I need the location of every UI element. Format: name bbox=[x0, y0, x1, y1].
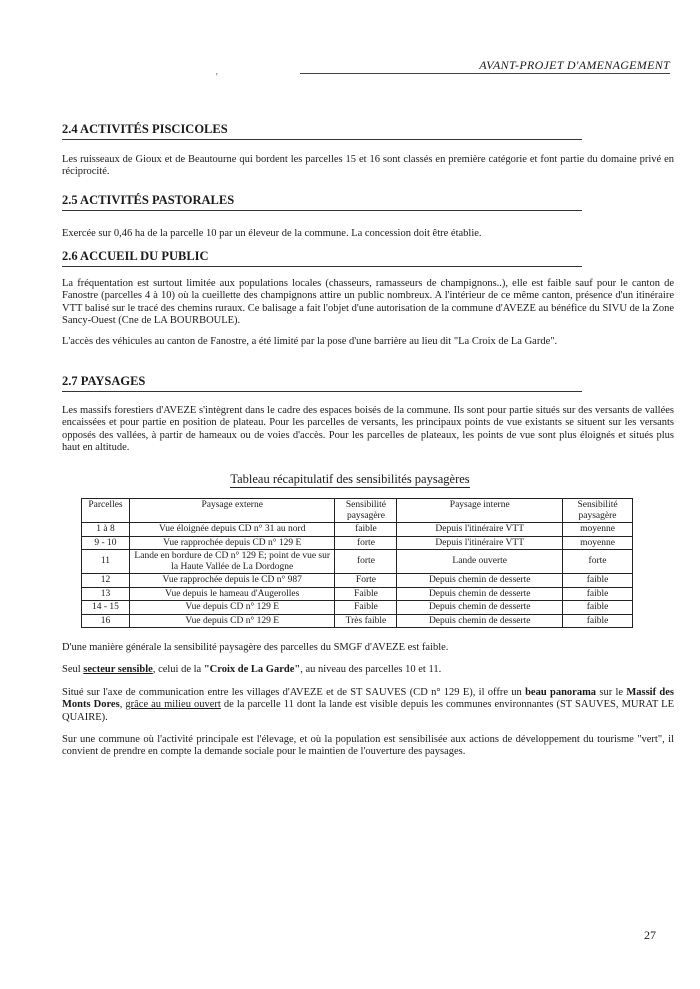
table-cell: forte bbox=[335, 550, 397, 574]
section-2-6-text bbox=[62, 278, 674, 348]
table-cell: 16 bbox=[82, 614, 130, 628]
header-cell: Paysage externe bbox=[129, 499, 335, 523]
emphasis-milieu-ouvert: grâce au milieu ouvert bbox=[125, 699, 221, 711]
section-title: 2.4 ACTIVITÉS PISCICOLES bbox=[62, 122, 228, 136]
table-cell: 12 bbox=[82, 574, 130, 588]
table-cell: Lande en bordure de CD n° 129 E; point de vue sur la Haute Vallée de La Dordogne bbox=[129, 550, 335, 574]
table-cell: Vue depuis CD n° 129 E bbox=[129, 614, 335, 628]
header-rule bbox=[300, 73, 670, 74]
table-cell: Depuis chemin de desserte bbox=[397, 587, 563, 601]
table-row bbox=[82, 601, 633, 615]
table-cell: faible bbox=[563, 574, 633, 588]
table-cell: faible bbox=[563, 587, 633, 601]
section-2-7-text bbox=[62, 405, 674, 455]
table-row bbox=[82, 587, 633, 601]
emphasis-secteur-sensible: secteur sensible bbox=[83, 664, 153, 676]
text-run: , bbox=[119, 699, 126, 711]
scan-mark: ’ bbox=[215, 72, 219, 83]
emphasis-beau-panorama: beau panorama bbox=[525, 686, 597, 698]
emphasis-massif-monts-dores: Massif des Monts Dores bbox=[62, 686, 674, 711]
section-rule bbox=[62, 391, 582, 392]
table-cell: Vue depuis CD n° 129 E bbox=[129, 601, 335, 615]
table-caption-text: Tableau récapitulatif des sensibilités paysagères bbox=[230, 472, 470, 486]
text-run: Situé sur l'axe de communication entre les villages d'AVEZE et de ST SAUVES (CD n° 129 E), il offre un bbox=[62, 686, 526, 698]
paragraph: Exercée sur 0,46 ha de la parcelle 10 par un éleveur de la commune. La concession doit être établie. bbox=[62, 228, 482, 239]
section-2-5-text bbox=[62, 228, 674, 240]
section-2-7-heading bbox=[62, 374, 582, 392]
conclusions bbox=[62, 642, 674, 759]
table-row bbox=[82, 614, 633, 628]
header-cell: Parcelles bbox=[82, 499, 130, 523]
table-cell: moyenne bbox=[563, 536, 633, 550]
paragraph bbox=[62, 664, 674, 676]
table-cell: faible bbox=[335, 523, 397, 537]
table-row bbox=[82, 536, 633, 550]
section-2-4-heading bbox=[62, 122, 582, 140]
table-row bbox=[82, 550, 633, 574]
header-cell: Sensibilité paysagère bbox=[335, 499, 397, 523]
table-cell: Faible bbox=[335, 587, 397, 601]
table-cell: Très faible bbox=[335, 614, 397, 628]
table-cell: Vue éloignée depuis CD n° 31 au nord bbox=[129, 523, 335, 537]
table-row bbox=[82, 523, 633, 537]
section-title: 2.5 ACTIVITÉS PASTORALES bbox=[62, 193, 235, 207]
header-cell: Sensibilité paysagère bbox=[563, 499, 633, 523]
text-run: , au niveau des parcelles 10 et 11. bbox=[300, 664, 442, 676]
table-caption bbox=[0, 472, 700, 487]
table-cell: faible bbox=[563, 614, 633, 628]
table-cell: Depuis chemin de desserte bbox=[397, 574, 563, 588]
table-cell: Depuis chemin de desserte bbox=[397, 614, 563, 628]
text-run: de la parcelle 11 dont la lande est visible depuis les communes environnantes (ST SAUVES, MURAT LE QUAIRE). bbox=[62, 699, 675, 723]
table-cell: Forte bbox=[335, 574, 397, 588]
table-cell: 14 - 15 bbox=[82, 601, 130, 615]
section-rule bbox=[62, 266, 582, 267]
section-rule bbox=[62, 139, 582, 140]
paragraph: L'accès des véhicules au canton de Fanostre, a été limité par la pose d'une barrière au lieu dit "La Croix de La Garde". bbox=[62, 335, 558, 347]
paragraph: Les massifs forestiers d'AVEZE s'intègrent dans le cadre des espaces boisés de la commune. Ils sont pour partie situés sur des versants de vallées encaissées et pour partie en position de plateau. Pour les parcelles de versants, les principaux points de vue existants se situent sur les versants opposés des vallées, à partir de hameaux ou de voies d'accès. Pour les parcelles de plateaux, les points de vue sont plus éloignés et situés plus haut en altitude. bbox=[62, 405, 674, 454]
header-cell: Paysage interne bbox=[397, 499, 563, 523]
section-title: 2.7 PAYSAGES bbox=[62, 374, 146, 388]
table-cell: Vue depuis le hameau d'Augerolles bbox=[129, 587, 335, 601]
paragraph bbox=[62, 687, 674, 724]
table-cell: Depuis l'itinéraire VTT bbox=[397, 523, 563, 537]
section-title: 2.6 ACCUEIL DU PUBLIC bbox=[62, 249, 209, 263]
section-rule bbox=[62, 210, 582, 211]
emphasis-croix-de-la-garde: "Croix de La Garde" bbox=[203, 664, 301, 676]
running-header: AVANT-PROJET D'AMENAGEMENT bbox=[479, 58, 670, 72]
table-cell: Faible bbox=[335, 601, 397, 615]
paragraph: La fréquentation est surtout limitée aux populations locales (chasseurs, ramasseurs de champignons..), elle est faible sauf pour le canton de Fanostre (parcelles 4 à 10) où la cueillette des champignons attire un public nombreux. A l'intérieur de ce même canton, présence d'un itinéraire VTT balisé sur le tracé des chemins ruraux. Ce balisage a fait l'objet d'une autorisation de la commune d'AVEZE au bénéfice du SIVU de la Zone Sancy-Ouest (Cne de LA BOURBOULE). bbox=[62, 278, 674, 327]
table-cell: Depuis chemin de desserte bbox=[397, 601, 563, 615]
table-cell: forte bbox=[563, 550, 633, 574]
table-row bbox=[82, 574, 633, 588]
table-cell: moyenne bbox=[563, 523, 633, 537]
table-cell: faible bbox=[563, 601, 633, 615]
table-cell: 13 bbox=[82, 587, 130, 601]
table-cell: Depuis l'itinéraire VTT bbox=[397, 536, 563, 550]
paragraph: Les ruisseaux de Gioux et de Beautourne qui bordent les parcelles 15 et 16 sont classés en première catégorie et font partie du domaine privé en réciprocité. bbox=[62, 154, 674, 178]
section-2-4-text bbox=[62, 154, 674, 179]
text-run: sur le bbox=[596, 686, 627, 698]
table-cell: Lande ouverte bbox=[397, 550, 563, 574]
table-cell: 11 bbox=[82, 550, 130, 574]
paragraph: Sur une commune où l'activité principale est l'élevage, et où la population est sensibilisée aux actions de développement du tourisme "vert", il convient de prendre en compte la demande sociale pour le maintien de l'ouverture des paysages. bbox=[62, 734, 674, 758]
table-cell: 1 à 8 bbox=[82, 523, 130, 537]
table-cell: Vue rapprochée depuis le CD n° 987 bbox=[129, 574, 335, 588]
table-cell: Vue rapprochée depuis CD n° 129 E bbox=[129, 536, 335, 550]
paragraph: D'une manière générale la sensibilité paysagère des parcelles du SMGF d'AVEZE est faible. bbox=[62, 642, 449, 653]
text-run: Seul bbox=[62, 664, 84, 676]
section-2-6-heading bbox=[62, 249, 582, 267]
sensitivity-table bbox=[81, 498, 633, 628]
page-number: 27 bbox=[644, 928, 656, 942]
section-2-5-heading bbox=[62, 193, 582, 211]
text-run: , celui de la bbox=[152, 664, 204, 676]
table-cell: 9 - 10 bbox=[82, 536, 130, 550]
table-header-row bbox=[82, 499, 633, 523]
table-cell: forte bbox=[335, 536, 397, 550]
